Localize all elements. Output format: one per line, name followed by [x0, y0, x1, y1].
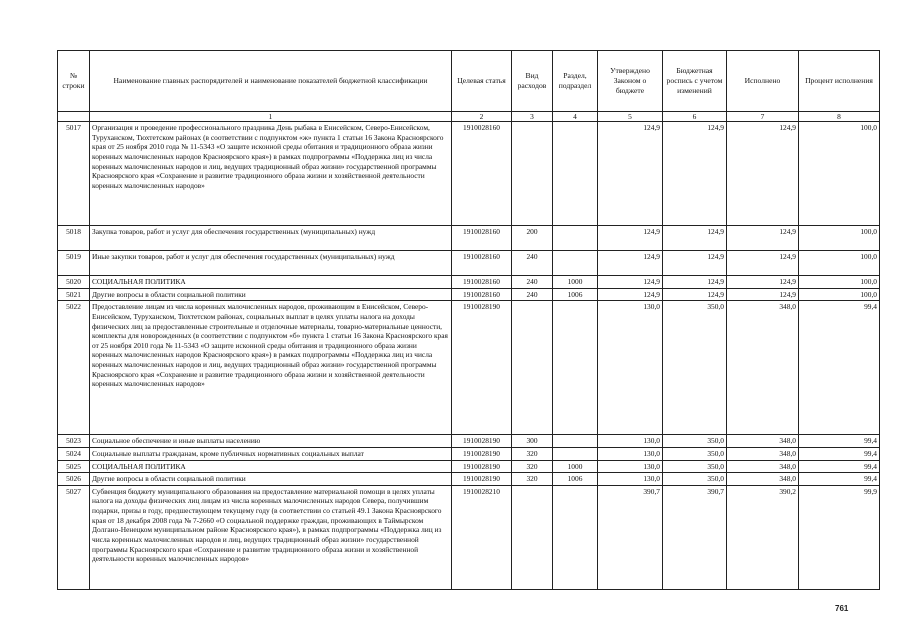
column-number: 4	[553, 112, 598, 122]
row-name: Субвенция бюджету муниципального образования на предоставление материальной помощи в целях уплаты налога на доходы физических лиц лицам из числа коренных малочисленных народов Севера, получившим подарки, призы в году, предшествующем текущему году (в соответствии со статьей 49.1 Закона Красноярского края от 18 декабря 2008 года № 7-2660 «О социальной поддержке граждан, проживающих в Таймырском Долгано-Ненецком муниципальном районе Красноярского края»), в рамках подпрограммы «Поддержка лиц из числа коренных малочисленных народов и лиц, ведущих традиционный образ жизни» государственной программы Красноярского края «Сохранение и развитие традиционного образа жизни и хозяйственной деятельности коренных малочисленных народов»	[90, 485, 452, 589]
table-row	[58, 122, 880, 226]
target-article: 1910028160	[452, 288, 512, 301]
column-number: 5	[598, 112, 663, 122]
section-code: 1000	[553, 276, 598, 289]
column-number: 2	[452, 112, 512, 122]
executed-value: 348,0	[727, 473, 799, 486]
executed-value: 124,9	[727, 226, 799, 251]
row-name: Другие вопросы в области социальной политики	[90, 473, 452, 486]
target-article: 1910028190	[452, 447, 512, 460]
column-number	[58, 112, 90, 122]
col-header-executed: Исполнено	[727, 51, 799, 112]
percent-value: 99,4	[799, 460, 880, 473]
col-header-row-no: № строки	[58, 51, 90, 112]
section-code: 1000	[553, 460, 598, 473]
expense-type: 320	[512, 473, 553, 486]
budget-list-value: 124,9	[663, 251, 727, 276]
budget-list-value: 350,0	[663, 301, 727, 435]
table-row	[58, 288, 880, 301]
row-name: Организация и проведение профессионального праздника День рыбака в Енисейском, Северо-Енисейском, Туруханском, Тюхтетском районах (в соответствии с подпунктом «ж» пункта 1 статьи 16 Закона Красноярского края от 25 ноября 2010 года № 11-5343 «О защите исконной среды обитания и традиционного образа жизни коренных малочисленных народов Красноярского края») в рамках подпрограммы «Поддержка лиц из числа коренных малочисленных народов и лиц, ведущих традиционный образ жизни» государственной программы Красноярского края «Сохранение и развитие традиционного образа жизни и хозяйственной деятельности коренных малочисленных народов»	[90, 122, 452, 226]
row-number: 5026	[58, 473, 90, 486]
budget-list-value: 350,0	[663, 473, 727, 486]
header-row	[58, 51, 880, 112]
table-row	[58, 435, 880, 448]
table-row	[58, 301, 880, 435]
target-article: 1910028160	[452, 251, 512, 276]
section-code: 1006	[553, 288, 598, 301]
row-number: 5024	[58, 447, 90, 460]
section-code	[553, 435, 598, 448]
table-row	[58, 473, 880, 486]
executed-value: 348,0	[727, 460, 799, 473]
row-name: Закупка товаров, работ и услуг для обеспечения государственных (муниципальных) нужд	[90, 226, 452, 251]
row-number: 5021	[58, 288, 90, 301]
expense-type: 200	[512, 226, 553, 251]
executed-value: 390,2	[727, 485, 799, 589]
percent-value: 99,4	[799, 301, 880, 435]
expense-type: 240	[512, 288, 553, 301]
target-article: 1910028160	[452, 226, 512, 251]
executed-value: 124,9	[727, 288, 799, 301]
column-number-row	[58, 112, 880, 122]
table-row	[58, 460, 880, 473]
row-number: 5022	[58, 301, 90, 435]
target-article: 1910028160	[452, 122, 512, 226]
approved-value: 390,7	[598, 485, 663, 589]
col-header-percent: Процент исполнения	[799, 51, 880, 112]
row-name: Социальное обеспечение и иные выплаты населению	[90, 435, 452, 448]
approved-value: 130,0	[598, 435, 663, 448]
executed-value: 124,9	[727, 122, 799, 226]
approved-value: 124,9	[598, 226, 663, 251]
target-article: 1910028190	[452, 435, 512, 448]
section-code	[553, 251, 598, 276]
approved-value: 130,0	[598, 460, 663, 473]
percent-value: 99,4	[799, 435, 880, 448]
budget-list-value: 124,9	[663, 226, 727, 251]
percent-value: 100,0	[799, 251, 880, 276]
expense-type	[512, 485, 553, 589]
col-header-section: Раздел, подраздел	[553, 51, 598, 112]
row-number: 5019	[58, 251, 90, 276]
percent-value: 100,0	[799, 276, 880, 289]
expense-type	[512, 122, 553, 226]
percent-value: 100,0	[799, 288, 880, 301]
column-number: 7	[727, 112, 799, 122]
col-header-target: Целевая статья	[452, 51, 512, 112]
col-header-budget-list: Бюджетная роспись с учетом изменений	[663, 51, 727, 112]
row-number: 5023	[58, 435, 90, 448]
executed-value: 124,9	[727, 276, 799, 289]
budget-list-value: 350,0	[663, 460, 727, 473]
col-header-expense-type: Вид расходов	[512, 51, 553, 112]
percent-value: 99,4	[799, 473, 880, 486]
table-row	[58, 226, 880, 251]
target-article: 1910028190	[452, 460, 512, 473]
section-code	[553, 447, 598, 460]
section-code	[553, 122, 598, 226]
budget-list-value: 124,9	[663, 122, 727, 226]
executed-value: 348,0	[727, 447, 799, 460]
row-number: 5025	[58, 460, 90, 473]
table-row	[58, 276, 880, 289]
expense-type: 300	[512, 435, 553, 448]
target-article: 1910028190	[452, 473, 512, 486]
executed-value: 348,0	[727, 435, 799, 448]
section-code	[553, 226, 598, 251]
approved-value: 124,9	[598, 251, 663, 276]
percent-value: 100,0	[799, 226, 880, 251]
expense-type: 240	[512, 251, 553, 276]
percent-value: 99,9	[799, 485, 880, 589]
col-header-name: Наименование главных распорядителей и наименование показателей бюджетной классификации	[90, 51, 452, 112]
budget-list-value: 124,9	[663, 276, 727, 289]
percent-value: 100,0	[799, 122, 880, 226]
row-name: СОЦИАЛЬНАЯ ПОЛИТИКА	[90, 276, 452, 289]
approved-value: 130,0	[598, 447, 663, 460]
row-name: Предоставление лицам из числа коренных малочисленных народов, проживающим в Енисейском, Северо-Енисейском, Туруханском, Тюхтетском районах, социальных выплат в целях уплаты налога на доходы физических лиц за предоставленные строительные и отделочные материалы, товарно-материальные ценности, комплекты для новорожденных (в соответствии с подпунктом «б» пункта 1 статьи 16 Закона Красноярского края от 25 ноября 2010 года № 11-5343 «О защите исконной среды обитания и традиционного образа жизни коренных малочисленных народов Красноярского края») в рамках подпрограммы «Поддержка лиц из числа коренных малочисленных народов и лиц, ведущих традиционный образ жизни» государственной программы Красноярского края «Сохранение и развитие традиционного образа жизни и хозяйственной деятельности коренных малочисленных народов»	[90, 301, 452, 435]
executed-value: 124,9	[727, 251, 799, 276]
budget-list-value: 350,0	[663, 435, 727, 448]
expense-type: 320	[512, 447, 553, 460]
row-name: Иные закупки товаров, работ и услуг для обеспечения государственных (муниципальных) нужд	[90, 251, 452, 276]
target-article: 1910028190	[452, 301, 512, 435]
budget-list-value: 390,7	[663, 485, 727, 589]
table-row	[58, 447, 880, 460]
expense-type: 320	[512, 460, 553, 473]
column-number: 8	[799, 112, 880, 122]
section-code	[553, 301, 598, 435]
target-article: 1910028160	[452, 276, 512, 289]
row-name: СОЦИАЛЬНАЯ ПОЛИТИКА	[90, 460, 452, 473]
row-number: 5020	[58, 276, 90, 289]
budget-execution-table	[57, 50, 880, 590]
row-number: 5018	[58, 226, 90, 251]
row-number: 5017	[58, 122, 90, 226]
row-name: Социальные выплаты гражданам, кроме публичных нормативных социальных выплат	[90, 447, 452, 460]
approved-value: 124,9	[598, 122, 663, 226]
approved-value: 124,9	[598, 276, 663, 289]
section-code	[553, 485, 598, 589]
col-header-approved: Утверждено Законом о бюджете	[598, 51, 663, 112]
column-number: 6	[663, 112, 727, 122]
executed-value: 348,0	[727, 301, 799, 435]
approved-value: 130,0	[598, 301, 663, 435]
approved-value: 130,0	[598, 473, 663, 486]
approved-value: 124,9	[598, 288, 663, 301]
page-number: 761	[835, 604, 849, 613]
expense-type	[512, 301, 553, 435]
section-code: 1006	[553, 473, 598, 486]
table-row	[58, 485, 880, 589]
percent-value: 99,4	[799, 447, 880, 460]
row-number: 5027	[58, 485, 90, 589]
target-article: 1910028210	[452, 485, 512, 589]
expense-type: 240	[512, 276, 553, 289]
budget-list-value: 124,9	[663, 288, 727, 301]
budget-list-value: 350,0	[663, 447, 727, 460]
column-number: 3	[512, 112, 553, 122]
column-number: 1	[90, 112, 452, 122]
row-name: Другие вопросы в области социальной политики	[90, 288, 452, 301]
table-row	[58, 251, 880, 276]
